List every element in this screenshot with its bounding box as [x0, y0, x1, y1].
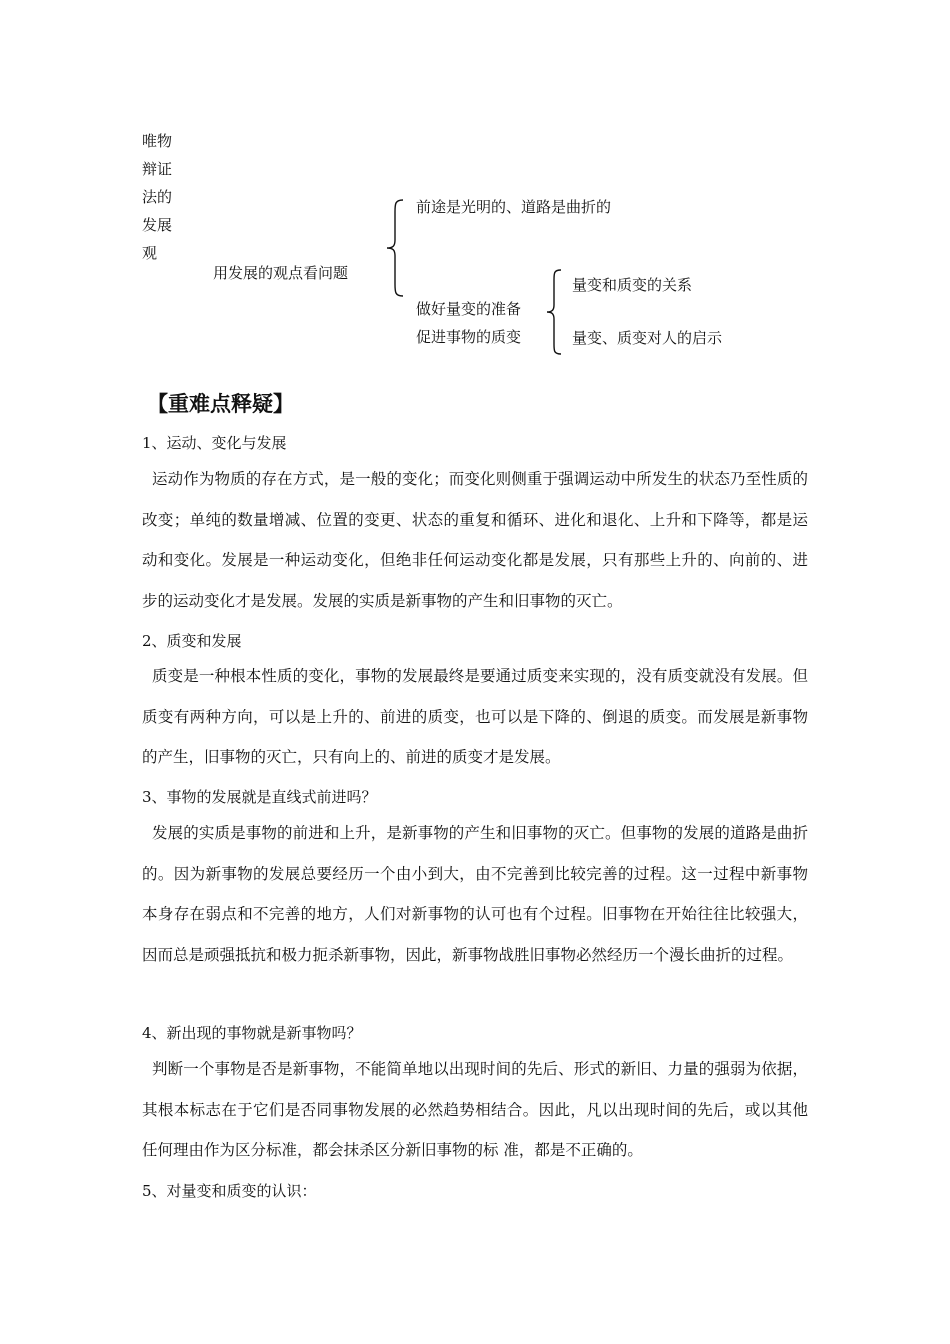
outline-root-line: 观 — [142, 244, 158, 262]
item-heading: 4、新出现的事物就是新事物吗？ — [142, 1024, 362, 1042]
item-heading: 2、质变和发展 — [142, 632, 242, 650]
item-body: 判断一个事物是否是新事物，不能简单地以出现时间的先后、形式的新旧、力量的强弱为依据，其根本标志在于它们是否同事物发展的必然趋势相结合。因此，凡以出现时间的先后，或以其他任何理由作为区分标准，都会抹杀区分新旧事物的标 准，都是不正确的。 — [142, 1060, 808, 1159]
item-body: 发展的实质是事物的前进和上升，是新事物的产生和旧事物的灭亡。但事物的发展的道路是曲折的。因为新事物的发展总要经历一个由小到大，由不完善到比较完善的过程。这一过程中新事物本身存在弱点和不完善的地方，人们对新事物的认可也有个过程。旧事物在开始往往比较强大，因而总是顽强抵抗和极力扼杀新事物，因此，新事物战胜旧事物必然经历一个漫长曲折的过程。 — [142, 824, 808, 964]
outline-prepare-line1: 做好量变的准备 — [416, 300, 522, 318]
item-heading: 5、对量变和质变的认识： — [142, 1182, 317, 1200]
left-curly-brace-small — [543, 268, 565, 356]
item-body: 质变是一种根本性质的变化，事物的发展最终是要通过质变来实现的，没有质变就没有发展。但质变有两种方向，可以是上升的、前进的质变，也可以是下降的、倒退的质变。而发展是新事物的产生，旧事物的灭亡，只有向上的、前进的质变才是发展。 — [142, 667, 808, 766]
outline-prospect: 前途是光明的、道路是曲折的 — [416, 198, 612, 216]
outline-root-line: 发展 — [142, 216, 173, 234]
outline-root — [142, 127, 172, 267]
outline-inspiration: 量变、质变对人的启示 — [572, 329, 723, 347]
outline-root-line: 唯物 — [142, 132, 173, 150]
left-curly-brace-large — [383, 198, 407, 298]
outline-prepare-line2: 促进事物的质变 — [416, 328, 522, 346]
section-title: 【重难点释疑】 — [147, 391, 294, 416]
outline-root-line: 辩证 — [142, 160, 173, 178]
item-body: 运动作为物质的存在方式，是一般的变化；而变化则侧重于强调运动中所发生的状态乃至性质的改变；单纯的数量增减、位置的变更、状态的重复和循环、进化和退化、上升和下降等，都是运动和变化。发展是一种运动变化，但绝非任何运动变化都是发展，只有那些上升的、向前的、进步的运动变化才是发展。发展的实质是新事物的产生和旧事物的灭亡。 — [142, 470, 808, 610]
item-heading: 1、运动、变化与发展 — [142, 434, 287, 452]
outline-root-line: 法的 — [142, 188, 173, 206]
outline-relation: 量变和质变的关系 — [572, 276, 693, 294]
outline-branch-label: 用发展的观点看问题 — [213, 264, 349, 282]
item-heading: 3、事物的发展就是直线式前进吗？ — [142, 788, 377, 806]
